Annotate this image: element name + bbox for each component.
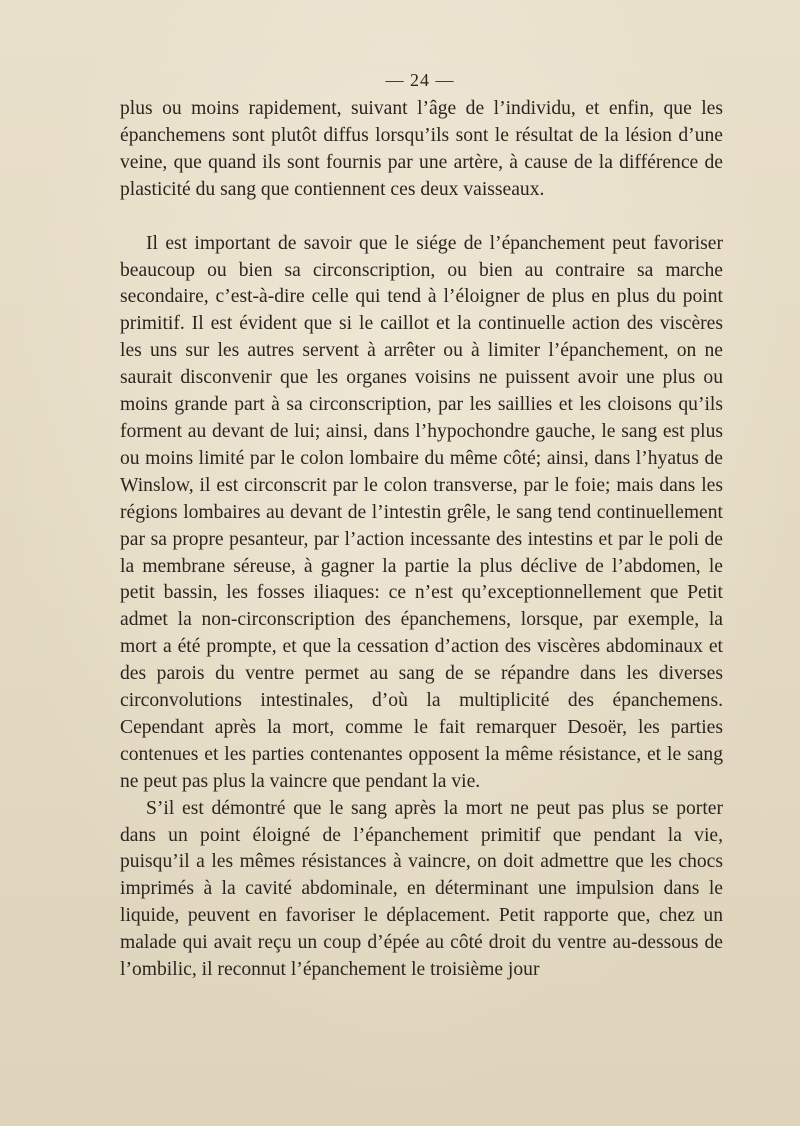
paragraph-1: plus ou moins rapidement, suivant l’âge de l’individu, et enfin, que les épanchemens sont plutôt diffus lorsqu’ils sont le résultat de la lésion d’une veine, que quand ils sont fournis par une artère, à cause de la différence de plasticité du sang que contiennent ces deux vaisseaux.	[120, 98, 723, 200]
paragraph-2: Il est important de savoir que le siége de l’épanchement peut favoriser beaucoup ou bien sa circonscription, ou bien au contraire sa marche secondaire, c’est-à-dire celle qui tend à l’éloigner de plus en plus du point primitif. Il est évident que si le caillot et la continuelle action des viscères les uns sur les autres servent à arrêter ou à limiter l’épanchement, on ne saurait disconvenir que les organes voisins ne puissent avoir une plus ou moins grande part à sa circonscription, par les saillies et les cloisons qu’ils forment au devant de lui; ainsi, dans l’hypochondre gauche, le sang est plus ou moins limité par le colon lombaire du même côté; ainsi, dans l’hyatus de Winslow, il est circonscrit par le colon transverse, par le foie; mais dans les régions lombaires au devant de l’intestin grêle, le sang tend continuellement par sa propre pesanteur, par l’action incessante des intestins et par le poli de la membrane séreuse, à gagner la partie la plus déclive de l’abdomen, le petit bassin, les fosses iliaques: ce n’est qu’exceptionnellement que Petit admet la non-circonscription des épanchemens, lorsque, par exemple, la mort a été prompte, et que la cessation d’action des viscères abdominaux et des parois du ventre permet au sang de se répandre dans les diverses circonvolutions intestinales, d’où la multiplicité des épanchemens. Cependant après la mort, comme le fait remarquer Desoër, les parties contenues et les parties contenantes opposent la même résistance, et le sang ne peut pas plus la vaincre que pendant la vie.	[120, 232, 723, 792]
page-body	[120, 96, 723, 984]
page-number: — 24 —	[385, 70, 455, 90]
paragraph-gap	[120, 204, 723, 231]
paragraph-3: S’il est démontré que le sang après la mort ne peut pas plus se porter dans un point éloigné de l’épanchement primitif que pendant la vie, puisqu’il a les mêmes résistances à vaincre, on doit admettre que les chocs imprimés à la cavité abdominale, en déterminant une impulsion dans le liquide, peuvent en favoriser le déplacement. Petit rapporte que, chez un malade qui avait reçu un coup d’épée au côté droit du ventre au-dessous de l’ombilic, il reconnut l’épanchement le troisième jour	[120, 797, 723, 981]
